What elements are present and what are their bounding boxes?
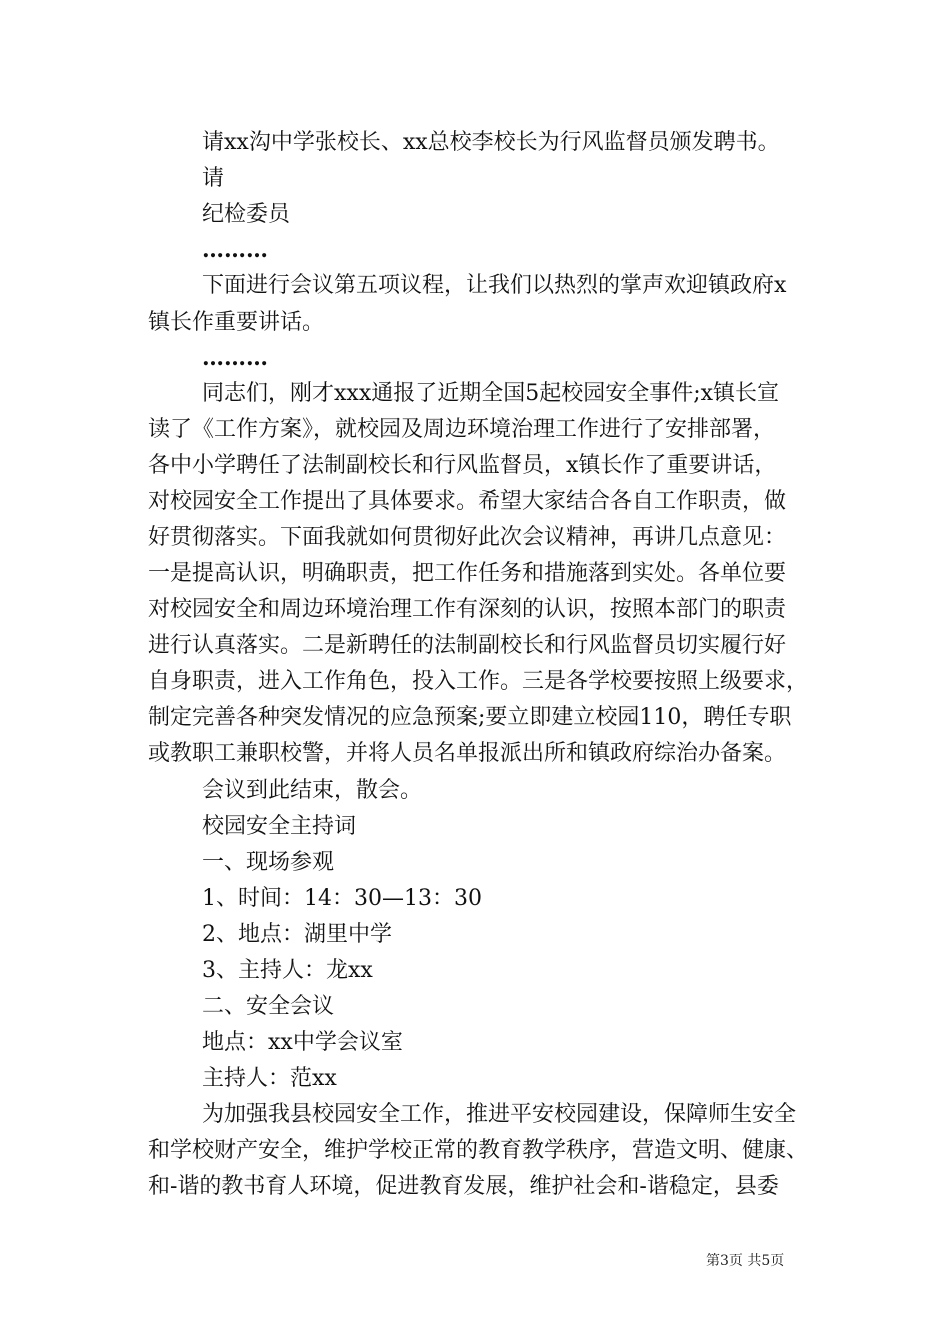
paragraph-line-8: 进行认真落实。二是新聘任的法制副校长和行风监督员切实履行好 (148, 633, 787, 658)
paragraph-line-1: 同志们，刚才xxx通报了近期全国5起校园安全事件;x镇长宣 (202, 381, 780, 406)
ellipsis-line-1: ……… (202, 237, 268, 263)
meeting-location: 地点：xx中学会议室 (202, 1030, 403, 1055)
paragraph-line-2: 读了《工作方案》，就校园及周边环境治理工作进行了安排部署， (148, 417, 776, 442)
section-title: 校园安全主持词 (202, 814, 357, 839)
paragraph-line-5: 好贯彻落实。下面我就如何贯彻好此次会议精神，再讲几点意见： (148, 525, 787, 550)
paragraph-line-6: 一是提高认识，明确职责，把工作任务和措施落到实处。各单位要 (148, 561, 787, 586)
page-number-footer: 第3页 共5页 (706, 1253, 785, 1269)
final-paragraph-line-3: 和-谐的教书育人环境，促进教育发展，维护社会和-谐稳定，县委 (148, 1174, 779, 1199)
heading-safety-meeting: 二、安全会议 (202, 994, 335, 1019)
text-line-1: 请xx沟中学张校长、xx总校李校长为行风监督员颁发聘书。 (202, 130, 780, 155)
paragraph-line-3: 各中小学聘任了法制副校长和行风监督员，x镇长作了重要讲话， (148, 453, 777, 478)
text-line-2: 请 (202, 166, 225, 191)
text-line-5: 下面进行会议第五项议程，让我们以热烈的掌声欢迎镇政府x (202, 273, 787, 298)
paragraph-line-4: 对校园安全工作提出了具体要求。希望大家结合各自工作职责，做 (148, 489, 787, 514)
heading-site-visit: 一、现场参观 (202, 850, 335, 875)
item-time: 1、时间：14：30—13：30 (202, 886, 482, 911)
ellipsis-line-2: ……… (202, 345, 268, 371)
final-paragraph-line-1: 为加强我县校园安全工作，推进平安校园建设，保障师生安全 (202, 1102, 797, 1127)
item-host: 3、主持人：龙xx (202, 958, 373, 983)
item-location: 2、地点：湖里中学 (202, 922, 392, 947)
paragraph-line-10: 制定完善各种突发情况的应急预案;要立即建立校园110，聘任专职 (148, 705, 792, 730)
final-paragraph-line-2: 和学校财产安全，维护学校正常的教育教学秩序，营造文明、健康、 (148, 1138, 809, 1163)
paragraph-line-7: 对校园安全和周边环境治理工作有深刻的认识，按照本部门的职责 (148, 597, 787, 622)
paragraph-line-9: 自身职责，进入工作角色，投入工作。三是各学校要按照上级要求， (148, 669, 809, 694)
text-line-6: 镇长作重要讲话。 (148, 310, 325, 335)
meeting-host: 主持人：范xx (202, 1066, 337, 1091)
paragraph-line-11: 或教职工兼职校警，并将人员名单报派出所和镇政府综治办备案。 (148, 741, 787, 766)
text-line-3: 纪检委员 (202, 202, 291, 227)
closing-line: 会议到此结束，散会。 (202, 778, 423, 803)
